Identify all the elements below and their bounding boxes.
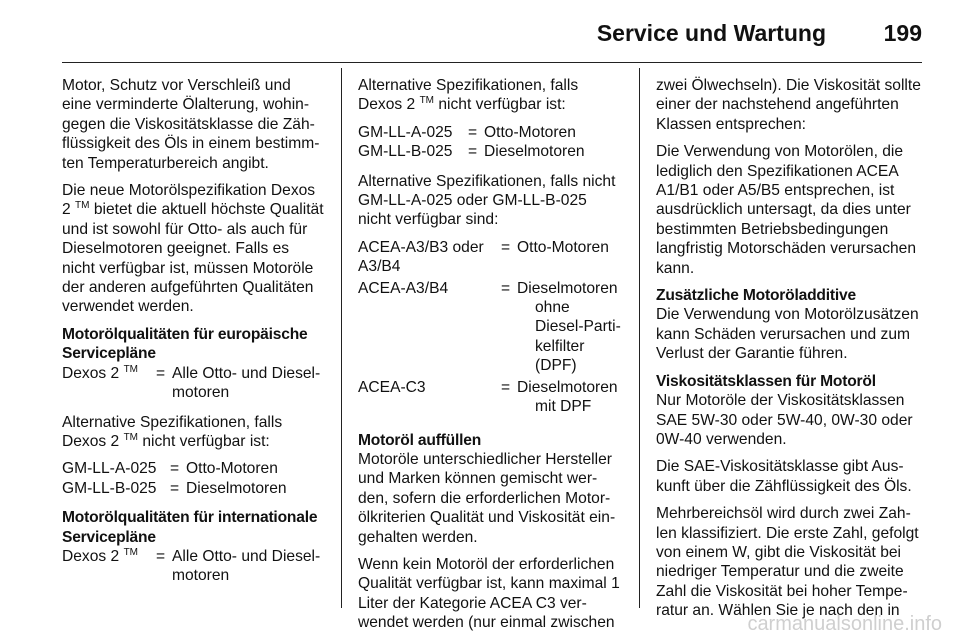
section-heading: Zusätzliche Motoröladditive — [656, 287, 856, 305]
spec-value: Dieselmotoren — [484, 143, 585, 161]
page-number: 199 — [883, 20, 922, 46]
trademark: TM — [75, 200, 90, 212]
spec-key: ACEA-A3/B4 — [358, 279, 449, 297]
spec-value: Alle Otto- und Dieselmotoren — [172, 547, 321, 585]
column-2 — [358, 76, 622, 641]
text: bietet die aktuell höchste Qualität und ist sowohl für Otto- als auch für Dieselmotoren geeignet. Falls es nicht verfügbar ist, müssen Motoröle der anderen aufgeführten Qualitäten verwendet werden. — [62, 201, 324, 316]
spec-equals: = — [156, 547, 166, 565]
spec-value: Otto-Motoren — [484, 123, 576, 141]
spec-row — [358, 238, 622, 277]
paragraph: Alternative Spezifikationen, falls nicht GM-LL-A-025 oder GM-LL-B-025 nicht verfügbar sind: — [358, 172, 616, 229]
paragraph: Motor, Schutz vor Verschleiß und eine verminderte Ölalterung, wohingegen die Viskositätsklasse die Zähflüssigkeit des Öls in einem bestimmten Temperaturbereich angibt. — [62, 77, 320, 172]
page-title: Service und Wartung — [596, 20, 826, 46]
spec-key: ACEA-A3/B3 oder A3/B4 — [358, 238, 484, 276]
section-heading: Motorölqualitäten für europäische Servicepläne — [62, 325, 308, 363]
spec-row — [62, 479, 324, 498]
paragraph — [62, 181, 324, 317]
spec-key: ACEA-C3 — [358, 378, 426, 396]
text: Die neue Motorölspezifikation Dexos 2 — [62, 182, 316, 219]
paragraph: Die SAE-Viskositätsklasse gibt Auskunft über die Zähflüssigkeit des Öls. — [656, 458, 912, 495]
spec-equals: = — [170, 479, 180, 497]
spec-key: Dexos 2 ™ — [62, 363, 139, 382]
spec-row — [358, 279, 622, 376]
spec-equals: = — [468, 143, 478, 161]
paragraph: Alternative Spezifikationen, falls Dexos 2 ™ nicht verfügbar ist: — [62, 413, 283, 450]
spec-row — [62, 547, 324, 586]
page-header — [62, 16, 922, 48]
spec-equals: = — [468, 123, 478, 141]
paragraph: Motoröle unterschiedlicher Hersteller und Marken können gemischt werden, sofern die erforderlichen Motorölkriterien Qualität und Viskosität eingehalten werden. — [358, 450, 616, 546]
spec-equals: = — [501, 279, 511, 297]
paragraph: Mehrbereichsöl wird durch zwei Zahlen klassifiziert. Die erste Zahl, gefolgt von einem W, gibt die Viskosität bei niedriger Temperatur und die zweite Zahl die Viskosität bei hoher Temperatur an. Wählen Sie je nach den in — [656, 505, 919, 620]
header-divider — [62, 62, 922, 63]
spec-equals: = — [501, 238, 511, 256]
spec-key: GM-LL-B-025 — [62, 479, 157, 497]
spec-key: GM-LL-B-025 — [358, 143, 453, 161]
section-heading: Motorölqualitäten für internationale Servicepläne — [62, 509, 318, 546]
spec-value: Dieselmotoren ohne Diesel-Partikelfilter (DPF) — [517, 279, 621, 375]
spec-row — [62, 459, 324, 478]
spec-row — [358, 142, 622, 161]
section-heading: Motoröl auffüllen — [358, 431, 482, 449]
spec-key: Dexos 2 ™ — [62, 546, 139, 565]
column-divider-1 — [341, 68, 342, 608]
spec-key: GM-LL-A-025 — [62, 460, 157, 478]
watermark: carmanualsonline.info — [747, 613, 942, 635]
paragraph: Die Verwendung von Motorölzusätzen kann Schäden verursachen und zum Verlust der Garantie führen. — [656, 306, 919, 363]
spec-row — [358, 378, 622, 417]
spec-value: Dieselmotoren mit DPF — [517, 378, 618, 416]
spec-row — [62, 364, 324, 403]
paragraph: Die Verwendung von Motorölen, die lediglich den Spezifikationen ACEA A1/B1 oder A5/B5 entsprechen, ist ausdrücklich untersagt, da dies unter bestimmten Betriebsbedingungen langfristig Motorschäden verursachen kann. — [656, 143, 917, 277]
spec-equals: = — [501, 378, 511, 396]
column-3 — [656, 76, 922, 629]
spec-value: Otto-Motoren — [517, 238, 609, 256]
spec-equals: = — [170, 460, 180, 478]
spec-equals: = — [156, 364, 166, 382]
spec-value: Dieselmotoren — [186, 479, 287, 497]
paragraph: zwei Ölwechseln). Die Viskosität sollte einer der nachstehend angeführten Klassen entsprechen: — [656, 77, 921, 133]
spec-value: Otto-Motoren — [186, 460, 278, 478]
paragraph: Nur Motoröle der Viskositätsklassen SAE 5W-30 oder 5W-40, 0W-30 oder 0W-40 verwenden. — [656, 392, 913, 448]
spec-row — [358, 123, 622, 142]
column-divider-2 — [639, 68, 640, 608]
column-1 — [62, 76, 324, 596]
spec-value: Alle Otto- und Dieselmotoren — [172, 364, 321, 402]
paragraph: Alternative Spezifikationen, falls Dexos 2 ™ nicht verfügbar ist: — [358, 77, 579, 114]
section-heading: Viskositätsklassen für Motoröl — [656, 372, 876, 390]
paragraph: Wenn kein Motoröl der erforderlichen Qualität verfügbar ist, kann maximal 1 Liter der Kategorie ACEA C3 verwendet werden (nur einmal zwischen — [358, 555, 620, 632]
spec-key: GM-LL-A-025 — [358, 123, 453, 141]
